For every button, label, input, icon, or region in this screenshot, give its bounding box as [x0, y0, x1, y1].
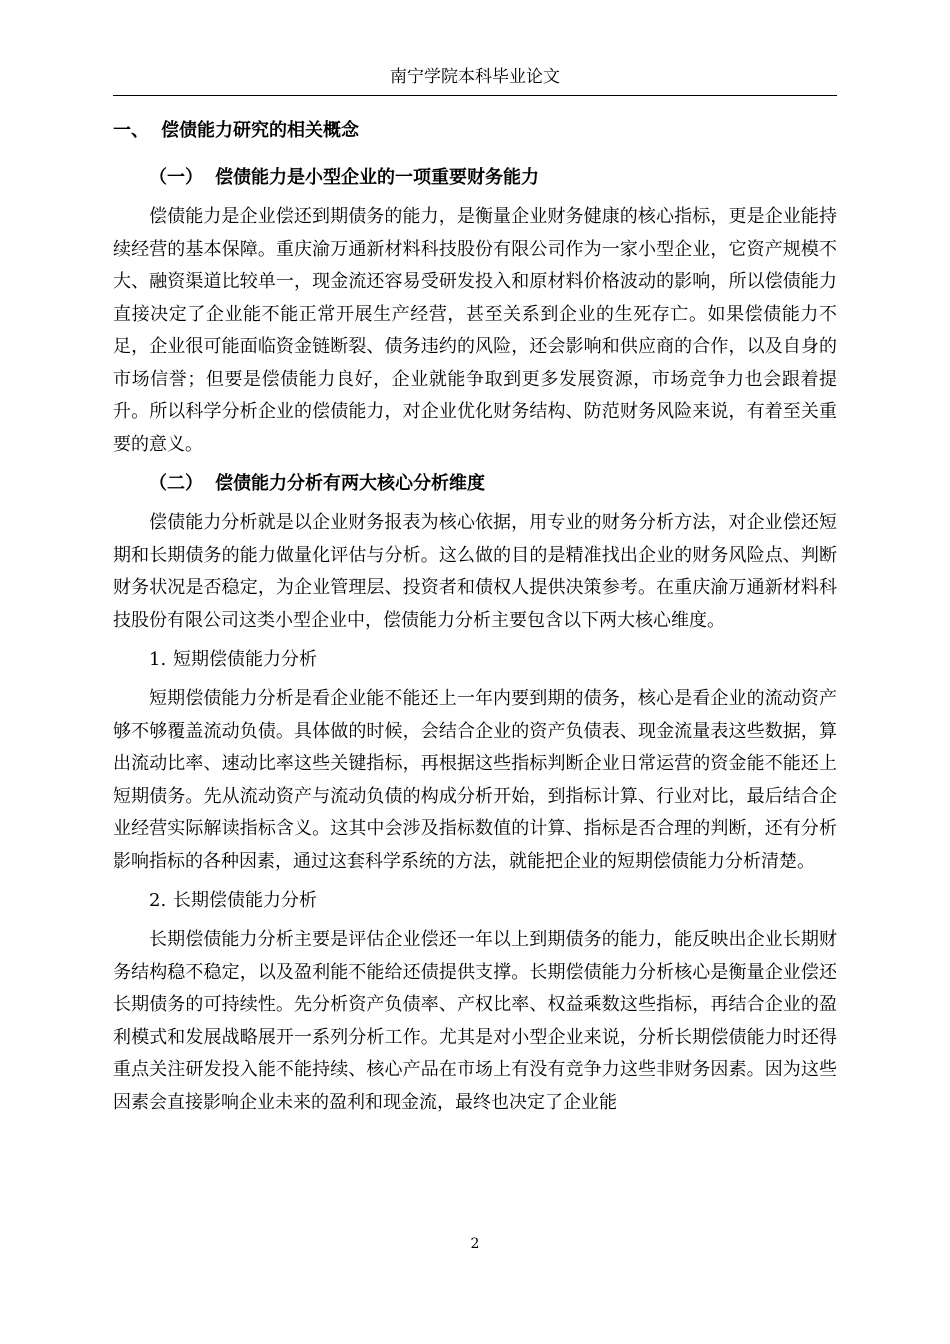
section-title: 偿债能力研究的相关概念 [161, 120, 359, 141]
section-heading [113, 117, 837, 145]
subsection-number: （一） [149, 167, 203, 188]
item-heading-2 [149, 887, 837, 915]
paragraph-3: 短期偿债能力分析是看企业能不能还上一年内要到期的债务，核心是看企业的流动资产够不够覆盖流动负债。具体做的时候，会结合企业的资产负债表、现金流量表这些数据，算出流动比率、速动比率这些关键指标，再根据这些指标判断企业日常运营的资金能不能还上短期债务。先从流动资产与流动负债的构成分析开始，到指标计算、行业对比，最后结合企业经营实际解读指标含义。这其中会涉及指标数值的计算、指标是否合理的判断，还有分析影响指标的各种因素，通过这套科学系统的方法，就能把企业的短期偿债能力分析清楚。 [113, 688, 837, 872]
header-rule [113, 95, 837, 96]
paragraph-4: 长期偿债能力分析主要是评估企业偿还一年以上到期债务的能力，能反映出企业长期财务结构稳不稳定，以及盈利能不能给还债提供支撑。长期偿债能力分析核心是衡量企业偿还长期债务的可持续性。先分析资产负债率、产权比率、权益乘数这些指标，再结合企业的盈利模式和发展战略展开一系列分析工作。尤其是对小型企业来说，分析长期偿债能力时还得重点关注研发投入能不能持续、核心产品在市场上有没有竞争力这些非财务因素。因为这些因素会直接影响企业未来的盈利和现金流，最终也决定了企业能 [113, 929, 837, 1113]
paragraph-2: 偿债能力分析就是以企业财务报表为核心依据，用专业的财务分析方法，对企业偿还短期和长期债务的能力做量化评估与分析。这么做的目的是精准找出企业的财务风险点、判断财务状况是否稳定，为企业管理层、投资者和债权人提供决策参考。在重庆渝万通新材料科技股份有限公司这类小型企业中，偿债能力分析主要包含以下两大核心维度。 [113, 512, 837, 631]
item-title: 短期偿债能力分析 [173, 649, 317, 670]
running-header: 南宁学院本科毕业论文 [390, 67, 560, 87]
item-heading-1 [149, 646, 837, 674]
page-body [113, 117, 837, 1128]
item-title: 长期偿债能力分析 [173, 890, 317, 911]
page-number: 2 [470, 1236, 480, 1252]
subsection-heading-1 [149, 164, 837, 192]
item-number: 2. [149, 890, 167, 911]
subsection-title: 偿债能力分析有两大核心分析维度 [215, 473, 485, 494]
subsection-title: 偿债能力是小型企业的一项重要财务能力 [215, 167, 539, 188]
paragraph-1: 偿债能力是企业偿还到期债务的能力，是衡量企业财务健康的核心指标，更是企业能持续经营的基本保障。重庆渝万通新材料科技股份有限公司作为一家小型企业，它资产规模不大、融资渠道比较单一，现金流还容易受研发投入和原材料价格波动的影响，所以偿债能力直接决定了企业能不能正常开展生产经营，甚至关系到企业的生死存亡。如果偿债能力不足，企业很可能面临资金链断裂、债务违约的风险，还会影响和供应商的合作，以及自身的市场信誉；但要是偿债能力良好，企业就能争取到更多发展资源，市场竞争力也会跟着提升。所以科学分析企业的偿债能力，对企业优化财务结构、防范财务风险来说，有着至关重要的意义。 [113, 206, 837, 455]
item-number: 1. [149, 649, 167, 670]
subsection-heading-2 [149, 470, 837, 498]
section-number: 一、 [113, 120, 149, 141]
subsection-number: （二） [149, 473, 203, 494]
